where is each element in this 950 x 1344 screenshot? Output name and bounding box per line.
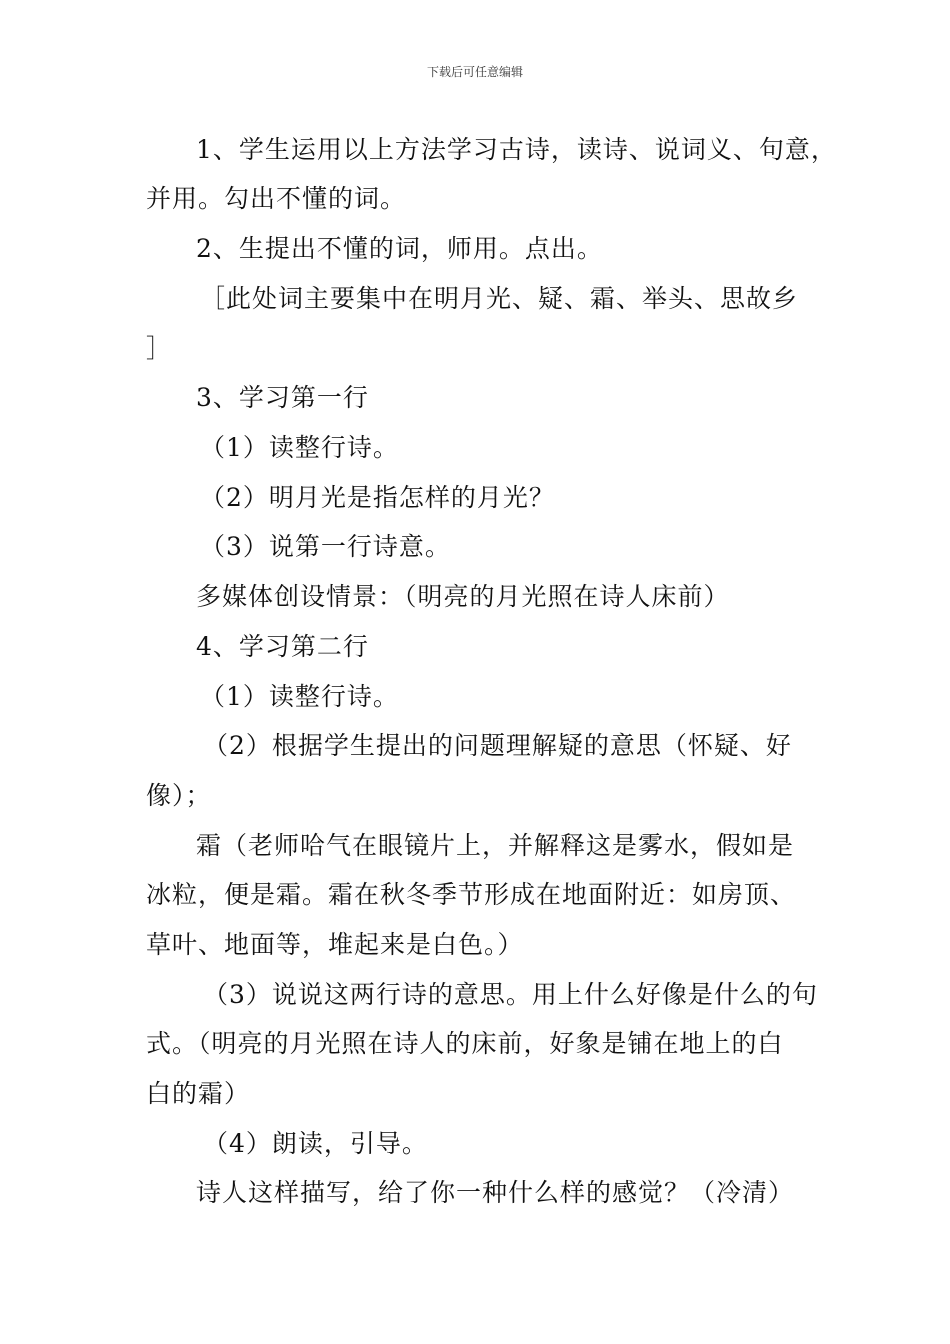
text-line: 1、学生运用以上方法学习古诗，读诗、说词义、句意， (196, 135, 837, 164)
text-line: （1）读整行诗。 (200, 682, 399, 711)
text-line: 霜（老师哈气在眼镜片上，并解释这是雾水，假如是 (196, 831, 795, 860)
text-line: 白的霜） (146, 1079, 251, 1108)
text-line: （4）朗读，引导。 (203, 1129, 428, 1158)
text-line: 草叶、地面等，堆起来是白色。） (146, 930, 524, 959)
text-line: （1）读整行诗。 (200, 433, 399, 462)
text-line: （3）说说这两行诗的意思。用上什么好像是什么的句 (203, 980, 818, 1009)
text-line: （3）说第一行诗意。 (200, 532, 451, 561)
text-line: ］ (146, 334, 173, 363)
text-line: 式。（明亮的月光照在诗人的床前，好象是铺在地上的白 (146, 1029, 784, 1058)
text-line: 诗人这样描写，给了你一种什么样的感觉？（冷清） (196, 1178, 795, 1207)
text-line: 冰粒，便是霜。霜在秋冬季节形成在地面附近：如房顶、 (146, 880, 797, 909)
text-line: 3、学习第一行 (196, 383, 369, 412)
text-line: ［此处词主要集中在明月光、疑、霜、举头、思故乡 (200, 284, 799, 313)
text-line: 像）； (146, 781, 212, 810)
page-header: 下载后可任意编辑 (426, 65, 523, 79)
text-line: 4、学习第二行 (196, 632, 369, 661)
text-line: 多媒体创设情景：（明亮的月光照在诗人床前） (196, 582, 730, 611)
text-line: （2）明月光是指怎样的月光？ (200, 483, 555, 512)
text-line: （2）根据学生提出的问题理解疑的意思（怀疑、好 (203, 731, 792, 760)
text-line: 2、生提出不懂的词，师用。点出。 (196, 234, 603, 263)
text-line: 并用。勾出不懂的词。 (146, 184, 407, 213)
